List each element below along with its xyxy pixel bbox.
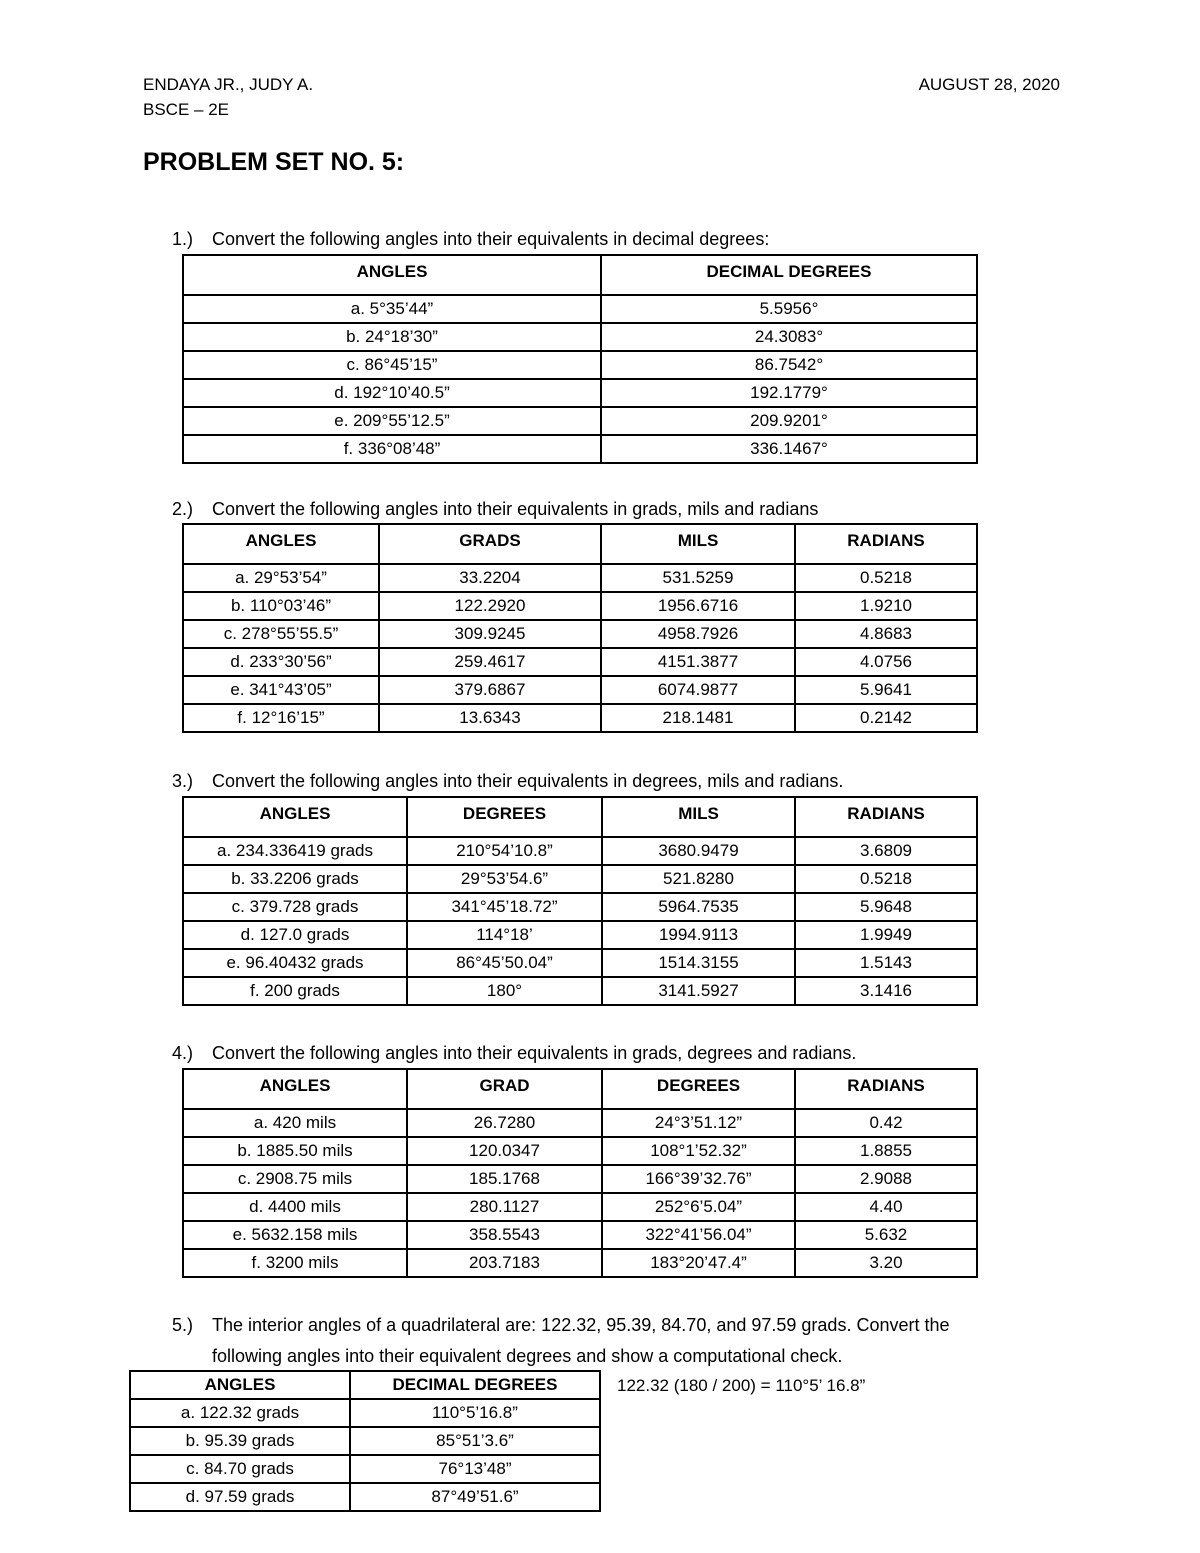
table-cell: 6074.9877 xyxy=(601,676,795,704)
table-quadrilateral-angles xyxy=(129,1370,601,1512)
column-header: ANGLES xyxy=(183,255,601,295)
table-cell: 1.8855 xyxy=(795,1137,977,1165)
column-header: RADIANS xyxy=(795,524,977,564)
table-cell: 13.6343 xyxy=(379,704,601,732)
table-cell: 336.1467° xyxy=(601,435,977,463)
table-body xyxy=(183,255,977,463)
table-row xyxy=(183,977,977,1005)
column-header: MILS xyxy=(601,524,795,564)
table-header-row xyxy=(183,255,977,295)
table-row xyxy=(183,351,977,379)
question-2-number: 2.) xyxy=(172,499,194,519)
table-row xyxy=(183,1193,977,1221)
question-2-prompt xyxy=(172,497,818,521)
question-4-prompt xyxy=(172,1041,856,1065)
table-cell: 183°20’47.4” xyxy=(602,1249,795,1277)
table-cell: b. 95.39 grads xyxy=(130,1427,350,1455)
document-date: AUGUST 28, 2020 xyxy=(918,75,1060,94)
table-cell: d. 192°10’40.5” xyxy=(183,379,601,407)
table-cell: 209.9201° xyxy=(601,407,977,435)
table-cell: 192.1779° xyxy=(601,379,977,407)
table-cell: f. 12°16’15” xyxy=(183,704,379,732)
question-3-text: Convert the following angles into their equivalents in degrees, mils and radians. xyxy=(212,771,844,791)
table-cell: 4.0756 xyxy=(795,648,977,676)
table-cell: e. 5632.158 mils xyxy=(183,1221,407,1249)
column-header: ANGLES xyxy=(183,797,407,837)
question-5-number: 5.) xyxy=(172,1315,194,1335)
table-cell: 341°45’18.72” xyxy=(407,893,602,921)
table-cell: c. 86°45’15” xyxy=(183,351,601,379)
table-row xyxy=(183,323,977,351)
table-cell: c. 379.728 grads xyxy=(183,893,407,921)
table-cell: d. 97.59 grads xyxy=(130,1483,350,1511)
table-cell: f. 336°08’48” xyxy=(183,435,601,463)
table-cell: 86°45’50.04” xyxy=(407,949,602,977)
table-cell: 24.3083° xyxy=(601,323,977,351)
column-header: GRADS xyxy=(379,524,601,564)
question-2-text: Convert the following angles into their equivalents in grads, mils and radians xyxy=(212,499,819,519)
table-cell: 87°49’51.6” xyxy=(350,1483,600,1511)
table-row xyxy=(183,435,977,463)
table-row xyxy=(183,1109,977,1137)
table-row xyxy=(130,1483,600,1511)
table-cell: 5.632 xyxy=(795,1221,977,1249)
table-cell: 2.9088 xyxy=(795,1165,977,1193)
table-cell: d. 233°30’56” xyxy=(183,648,379,676)
question-5-prompt xyxy=(172,1313,950,1337)
table-cell: 3680.9479 xyxy=(602,837,795,865)
table-header-row xyxy=(183,1069,977,1109)
question-5-text-line2: following angles into their equivalent degrees and show a computational check. xyxy=(212,1346,843,1366)
table-cell: a. 5°35’44” xyxy=(183,295,601,323)
question-4-text: Convert the following angles into their equivalents in grads, degrees and radians. xyxy=(212,1043,857,1063)
table-cell: 29°53’54.6” xyxy=(407,865,602,893)
table-cell: 531.5259 xyxy=(601,564,795,592)
table-cell: 5.9641 xyxy=(795,676,977,704)
table-row xyxy=(183,407,977,435)
table-cell: 108°1’52.32” xyxy=(602,1137,795,1165)
column-header: DEGREES xyxy=(602,1069,795,1109)
table-cell: 85°51’3.6” xyxy=(350,1427,600,1455)
table-cell: 33.2204 xyxy=(379,564,601,592)
table-cell: 0.2142 xyxy=(795,704,977,732)
column-header: ANGLES xyxy=(130,1371,350,1399)
table-cell: f. 3200 mils xyxy=(183,1249,407,1277)
column-header: GRAD xyxy=(407,1069,602,1109)
table-cell: a. 122.32 grads xyxy=(130,1399,350,1427)
column-header: ANGLES xyxy=(183,524,379,564)
table-row xyxy=(183,1165,977,1193)
column-header: DEGREES xyxy=(407,797,602,837)
table-cell: c. 2908.75 mils xyxy=(183,1165,407,1193)
table-cell: 252°6’5.04” xyxy=(602,1193,795,1221)
table-cell: 5.9648 xyxy=(795,893,977,921)
table-header-row xyxy=(130,1371,600,1399)
table-cell: 309.9245 xyxy=(379,620,601,648)
table-body xyxy=(183,524,977,732)
table-cell: 185.1768 xyxy=(407,1165,602,1193)
student-name: ENDAYA JR., JUDY A. xyxy=(143,75,314,94)
table-cell: d. 4400 mils xyxy=(183,1193,407,1221)
table-cell: 218.1481 xyxy=(601,704,795,732)
table-cell: c. 278°55’55.5” xyxy=(183,620,379,648)
table-cell: 5.5956° xyxy=(601,295,977,323)
question-1-text: Convert the following angles into their equivalents in decimal degrees: xyxy=(212,229,770,249)
table-cell: 4958.7926 xyxy=(601,620,795,648)
table-cell: a. 29°53’54” xyxy=(183,564,379,592)
table-cell: 358.5543 xyxy=(407,1221,602,1249)
table-row xyxy=(183,648,977,676)
table-cell: 122.2920 xyxy=(379,592,601,620)
question-3-prompt xyxy=(172,769,843,793)
column-header: DECIMAL DEGREES xyxy=(350,1371,600,1399)
table-degrees-mils-radians xyxy=(182,796,978,1006)
table-cell: 0.5218 xyxy=(795,865,977,893)
table-cell: 86.7542° xyxy=(601,351,977,379)
table-cell: 4151.3877 xyxy=(601,648,795,676)
table-row xyxy=(183,295,977,323)
table-cell: 1956.6716 xyxy=(601,592,795,620)
table-grads-degrees-radians xyxy=(182,1068,978,1278)
table-cell: 166°39’32.76” xyxy=(602,1165,795,1193)
table-row xyxy=(183,1221,977,1249)
question-1-number: 1.) xyxy=(172,229,194,249)
table-cell: 379.6867 xyxy=(379,676,601,704)
page-title: PROBLEM SET NO. 5: xyxy=(143,148,405,176)
table-row xyxy=(183,949,977,977)
table-cell: b. 110°03’46” xyxy=(183,592,379,620)
table-row xyxy=(183,893,977,921)
question-1-prompt xyxy=(172,227,769,251)
table-cell: 1994.9113 xyxy=(602,921,795,949)
table-cell: b. 24°18’30” xyxy=(183,323,601,351)
table-cell: 0.42 xyxy=(795,1109,977,1137)
table-cell: b. 33.2206 grads xyxy=(183,865,407,893)
table-cell: 210°54’10.8” xyxy=(407,837,602,865)
table-row xyxy=(183,1137,977,1165)
table-decimal-degrees xyxy=(182,254,978,464)
table-cell: 0.5218 xyxy=(795,564,977,592)
column-header: ANGLES xyxy=(183,1069,407,1109)
table-cell: 3.1416 xyxy=(795,977,977,1005)
table-header-row xyxy=(183,797,977,837)
table-row xyxy=(183,592,977,620)
table-cell: 4.40 xyxy=(795,1193,977,1221)
table-cell: e. 96.40432 grads xyxy=(183,949,407,977)
table-cell: 280.1127 xyxy=(407,1193,602,1221)
table-cell: 322°41’56.04” xyxy=(602,1221,795,1249)
table-cell: a. 420 mils xyxy=(183,1109,407,1137)
table-cell: 120.0347 xyxy=(407,1137,602,1165)
table-cell: 3.6809 xyxy=(795,837,977,865)
student-section: BSCE – 2E xyxy=(143,100,229,119)
table-grads-mils-radians xyxy=(182,523,978,733)
table-row xyxy=(183,837,977,865)
table-row xyxy=(183,865,977,893)
table-cell: 180° xyxy=(407,977,602,1005)
table-cell: 1.9210 xyxy=(795,592,977,620)
column-header: RADIANS xyxy=(795,797,977,837)
column-header: MILS xyxy=(602,797,795,837)
table-row xyxy=(183,921,977,949)
column-header: DECIMAL DEGREES xyxy=(601,255,977,295)
table-cell: 3141.5927 xyxy=(602,977,795,1005)
computational-check: 122.32 (180 / 200) = 110°5’ 16.8” xyxy=(617,1376,866,1395)
table-cell: 24°3’51.12” xyxy=(602,1109,795,1137)
column-header: RADIANS xyxy=(795,1069,977,1109)
table-cell: 4.8683 xyxy=(795,620,977,648)
table-row xyxy=(183,379,977,407)
question-5-text-line1: The interior angles of a quadrilateral are: 122.32, 95.39, 84.70, and 97.59 grads. Convert the xyxy=(212,1315,950,1335)
table-cell: 259.4617 xyxy=(379,648,601,676)
table-body xyxy=(183,797,977,1005)
table-cell: 3.20 xyxy=(795,1249,977,1277)
table-cell: 114°18’ xyxy=(407,921,602,949)
table-cell: f. 200 grads xyxy=(183,977,407,1005)
table-row xyxy=(183,704,977,732)
table-cell: 1.9949 xyxy=(795,921,977,949)
table-cell: e. 209°55’12.5” xyxy=(183,407,601,435)
table-cell: e. 341°43’05” xyxy=(183,676,379,704)
table-row xyxy=(183,676,977,704)
question-4-number: 4.) xyxy=(172,1043,194,1063)
table-row xyxy=(130,1427,600,1455)
table-cell: 5964.7535 xyxy=(602,893,795,921)
table-cell: b. 1885.50 mils xyxy=(183,1137,407,1165)
table-header-row xyxy=(183,524,977,564)
table-cell: 1514.3155 xyxy=(602,949,795,977)
table-row xyxy=(183,1249,977,1277)
table-body xyxy=(130,1371,600,1511)
question-3-number: 3.) xyxy=(172,771,194,791)
table-row xyxy=(183,620,977,648)
table-cell: 203.7183 xyxy=(407,1249,602,1277)
table-cell: d. 127.0 grads xyxy=(183,921,407,949)
table-row xyxy=(130,1455,600,1483)
table-row xyxy=(130,1399,600,1427)
table-cell: c. 84.70 grads xyxy=(130,1455,350,1483)
table-body xyxy=(183,1069,977,1277)
table-cell: 76°13’48” xyxy=(350,1455,600,1483)
table-cell: 26.7280 xyxy=(407,1109,602,1137)
table-cell: 521.8280 xyxy=(602,865,795,893)
table-cell: 110°5’16.8” xyxy=(350,1399,600,1427)
table-row xyxy=(183,564,977,592)
table-cell: a. 234.336419 grads xyxy=(183,837,407,865)
table-cell: 1.5143 xyxy=(795,949,977,977)
